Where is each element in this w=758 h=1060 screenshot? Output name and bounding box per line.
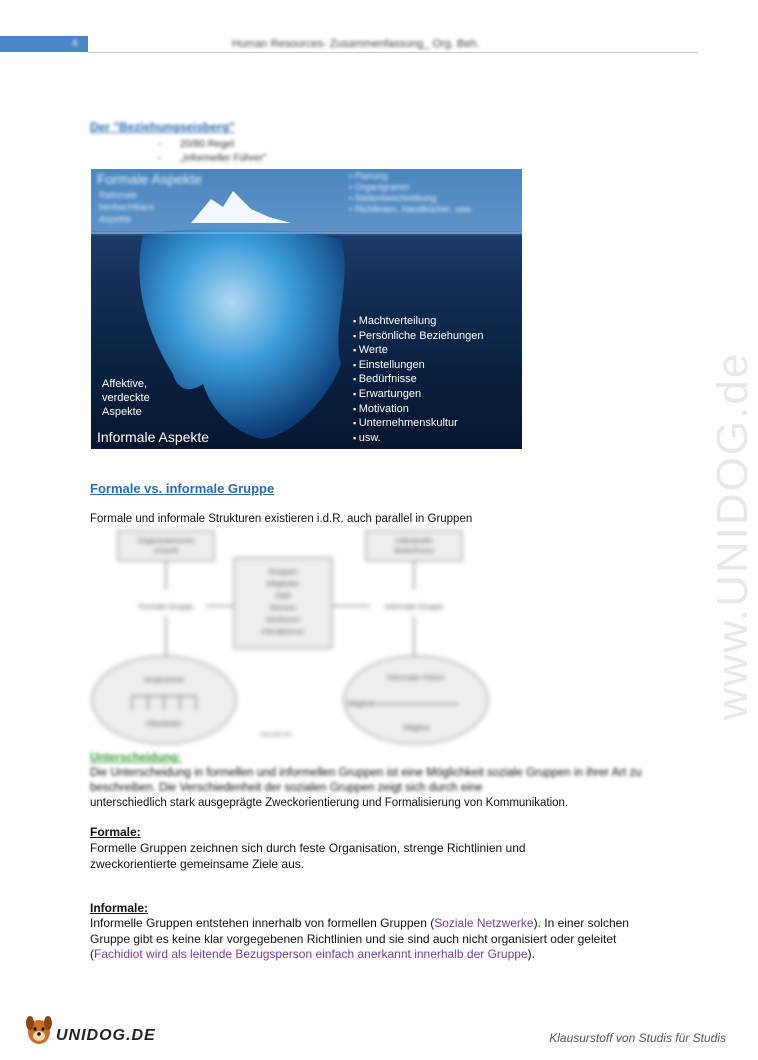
list-item: ▪ Persönliche Beziehungen: [353, 329, 483, 344]
paragraph-text: ).: [527, 947, 535, 961]
diagram-center-line: Strukturen: [265, 615, 301, 624]
diagram-box-right-line: Bedürfnisse: [394, 546, 434, 555]
section-heading-unterscheidung: Unterscheidung:: [90, 752, 182, 764]
section-heading-groups: Formale vs. informale Gruppe: [90, 481, 275, 496]
diagram-center-line: Ziele: [274, 591, 292, 600]
diagram-center-line: Interaktionen: [261, 627, 305, 636]
section-text-groups: Formale und informale Strukturen existieren i.d.R. auch parallel in Gruppen: [90, 513, 473, 525]
list-item: Aspekte: [99, 214, 132, 224]
list-item: ▪ Organigramm: [349, 182, 473, 193]
diagram-ellipse-left-top: Vorgesetzter: [142, 675, 186, 684]
list-item: ▪ Bedürfnisse: [353, 372, 483, 387]
diagram-center-line: Mitglieder: [266, 579, 300, 588]
list-item: ▪ Erwartungen: [353, 387, 483, 402]
label-line: Aspekte: [102, 406, 142, 418]
diagram-box-left-line: Umwelt: [153, 546, 179, 555]
unterscheidung-paragraph: [90, 766, 670, 811]
list-item: - „Informeller Führer": [158, 152, 266, 166]
diagram-box-right-line: Individuelle: [395, 536, 433, 545]
list-item: ▪ Planung: [349, 171, 473, 182]
label-line: Affektive,: [102, 378, 148, 390]
diagram-graphic: [88, 528, 508, 750]
diagram-label-informale: Informale Gruppe: [384, 602, 444, 611]
informale-bullet-list: [353, 314, 483, 445]
watermark: www.UNIDOG.de: [708, 351, 757, 720]
informale-paragraph: [90, 916, 670, 963]
diagram-ellipse-right-bottom: Mitglied: [403, 723, 429, 732]
paragraph-text: Informelle Gruppen entstehen innerhalb von formellen Gruppen (: [90, 916, 435, 930]
list-item: Rationale: [99, 190, 138, 200]
formale-bullet-list: [349, 171, 473, 215]
iceberg-bullet-list: [158, 138, 266, 166]
list-item: ▪ Unternehmenskultur: [353, 416, 483, 431]
list-item: ▪ Einstellungen: [353, 358, 483, 373]
section-heading-iceberg: Der "Beziehungseisberg": [90, 120, 235, 134]
formale-aspekte-title: Formale Aspekte: [97, 171, 203, 187]
diagram-ellipse-right-top: Informaler Führer: [387, 673, 445, 682]
diagram-ellipse-right-left: Mitglied: [347, 699, 373, 708]
affektive-aspekte-label: [102, 377, 150, 419]
list-item: - 20/80 Regel: [158, 138, 266, 152]
diagram-box-left-line: Organisatorische: [137, 536, 195, 545]
list-item: ▪ Stellenbeschreibung: [349, 193, 473, 204]
header-divider: [88, 52, 698, 53]
diagram-source: www.wiki.com: [260, 732, 292, 738]
page-number: 4: [72, 38, 78, 49]
diagram-label-formale: Formale Gruppe: [138, 602, 194, 611]
formale-aspekte-list: [99, 189, 154, 225]
dog-logo-icon: [24, 1014, 54, 1046]
list-item: ▪ Werte: [353, 343, 483, 358]
diagram-ellipse-left-bottom: Mitarbeiter: [146, 719, 182, 728]
unterscheidung-text-blurred: Die Unterscheidung in formellen und informellen Gruppen ist eine Möglichkeit soziale Gruppen in ihrer Art zu beschreiben. Die Verschiedenheit der sozialen Gruppen zeigt sich durch eine: [90, 767, 642, 794]
unterscheidung-text: unterschiedlich stark ausgeprägte Zweckorientierung und Formalisierung von Kommunikation.: [90, 797, 569, 809]
list-item: ▪ Machtverteilung: [353, 314, 483, 329]
highlight-text: Fachidiot wird als leitende Bezugsperson einfach anerkannt innerhalb der Gruppe: [94, 947, 528, 961]
header-title: Human Resources- Zusammenfassung_ Org. Beh.: [232, 38, 480, 50]
diagram-center-line: Normen: [269, 603, 297, 612]
label-line: verdeckte: [102, 392, 150, 404]
iceberg-image: [91, 169, 522, 449]
diagram-center-line: Gruppen: [268, 567, 298, 576]
formale-heading: Formale:: [90, 825, 141, 839]
footer-logo-text: UNIDOG.DE: [56, 1027, 156, 1044]
list-item: ▪ Richtlinien, Handbücher, usw.: [349, 204, 473, 215]
paragraph-text: ). In einer solchen Gruppe gibt es keine klar vorgegebenen Richtlinien und sie sind auch nicht organisiert oder geleitet (: [90, 916, 629, 961]
group-structure-diagram: [88, 528, 508, 750]
list-item: beobachtbare: [99, 202, 155, 212]
footer-slogan: Klausurstoff von Studis für Studis: [549, 1031, 726, 1045]
highlight-text: Soziale Netzwerke: [434, 916, 534, 930]
list-item: ▪ Motivation: [353, 402, 483, 417]
list-item: ▪ usw.: [353, 431, 483, 446]
informale-heading: Informale:: [90, 901, 149, 915]
formale-paragraph: Formelle Gruppen zeichnen sich durch feste Organisation, strenge Richtlinien und zweckorientierte gemeinsame Ziele aus.: [90, 841, 526, 871]
informale-aspekte-title: Informale Aspekte: [97, 429, 210, 445]
